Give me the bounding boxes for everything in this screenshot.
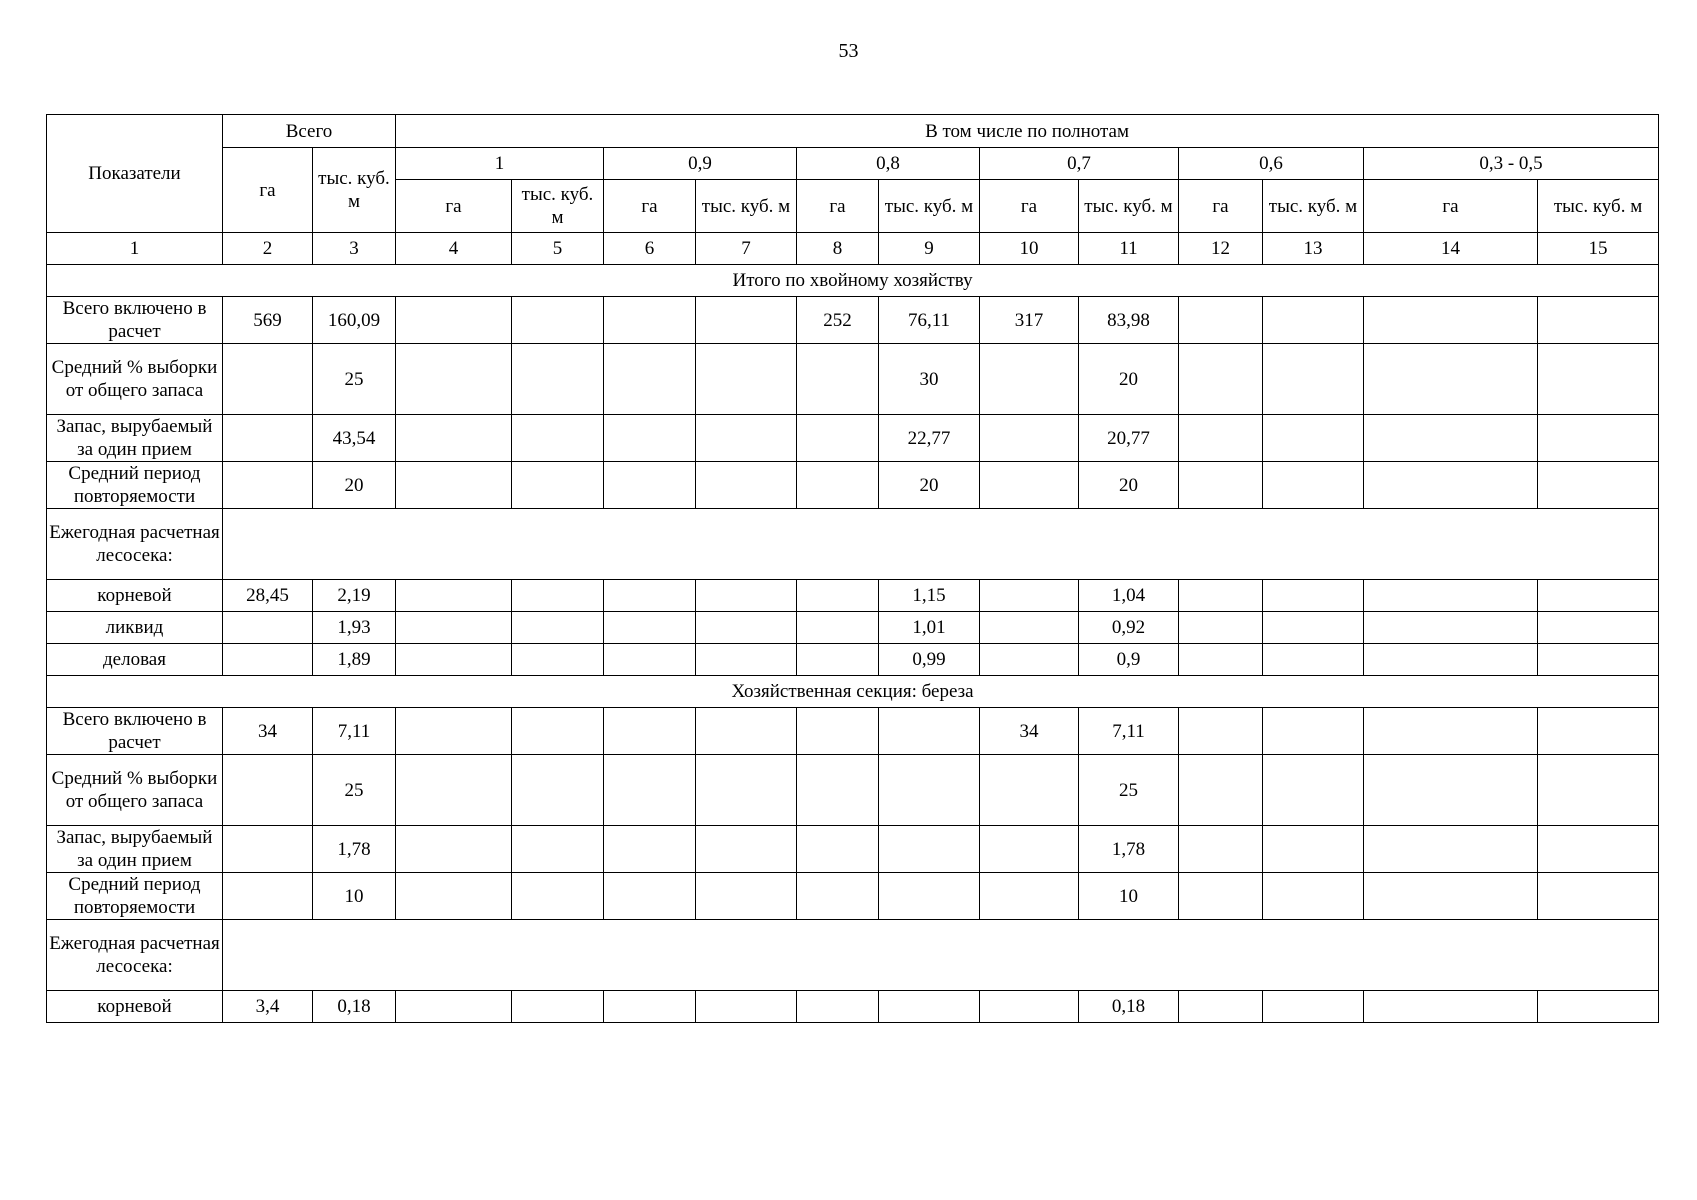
table-cell: 7,11 [1079,708,1179,755]
table-cell [797,755,879,826]
header-unit-cell: тыс. куб. м [1538,180,1659,233]
header-unit-cell: тыс. куб. м [696,180,797,233]
table-cell: 25 [313,344,396,415]
table-cell [696,991,797,1023]
section-title-row [47,676,1659,708]
table-cell: 0,92 [1079,612,1179,644]
table-cell [223,826,313,873]
table-cell [604,344,696,415]
header-unit-cell: тыс. куб. м [879,180,980,233]
table-cell [1179,991,1263,1023]
table-cell: 0,18 [313,991,396,1023]
table-cell [604,580,696,612]
header-unit-cell: тыс. куб. м [1079,180,1179,233]
table-cell [396,580,512,612]
table-cell: 252 [797,297,879,344]
annual-cut-heading-row [47,509,1659,580]
table-cell: 20 [1079,462,1179,509]
row-label: корневой [47,580,223,612]
table-cell [223,612,313,644]
table-cell [512,462,604,509]
table-cell [1263,580,1364,612]
table-cell [1538,297,1659,344]
column-number-cell: 11 [1079,233,1179,265]
table-cell: 30 [879,344,980,415]
table-cell [604,826,696,873]
row-label: Средний период повторяемости [47,873,223,920]
column-number-cell: 9 [879,233,980,265]
table-cell: 20 [879,462,980,509]
table-cell [696,297,797,344]
table-cell [1179,415,1263,462]
table-cell [1179,612,1263,644]
table-cell [512,708,604,755]
table-row [47,612,1659,644]
table-cell [512,612,604,644]
table-cell [512,415,604,462]
table-cell [604,612,696,644]
table-cell [1179,873,1263,920]
table-cell [1364,826,1538,873]
table-cell [980,755,1079,826]
table-cell [512,991,604,1023]
table-cell [604,708,696,755]
header-unit-cell: тыс. куб. м [1263,180,1364,233]
column-number-cell: 2 [223,233,313,265]
table-cell [797,644,879,676]
section-title: Хозяйственная секция: береза [47,676,1659,708]
table-cell [604,991,696,1023]
header-unit-cell: тыс. куб. м [512,180,604,233]
table-row [47,826,1659,873]
table-cell [696,873,797,920]
annual-cut-empty-span [223,920,1659,991]
table-cell: 25 [313,755,396,826]
header-density-1: 1 [396,148,604,180]
table-cell [604,462,696,509]
table-cell [1263,991,1364,1023]
table-row [47,344,1659,415]
table-cell [1538,755,1659,826]
table-cell: 34 [223,708,313,755]
table-cell [1538,344,1659,415]
header-density-0-7: 0,7 [980,148,1179,180]
table-cell [1179,826,1263,873]
table-cell: 22,77 [879,415,980,462]
table-cell [980,644,1079,676]
header-density-0-3-0-5: 0,3 - 0,5 [1364,148,1659,180]
table-cell [1538,826,1659,873]
table-row [47,755,1659,826]
table-cell: 0,9 [1079,644,1179,676]
table-cell [1179,644,1263,676]
table-cell [1538,873,1659,920]
section-title: Итого по хвойному хозяйству [47,265,1659,297]
header-total-unit-ha: га [223,148,313,233]
table-cell [1364,708,1538,755]
table-cell [604,644,696,676]
annual-cut-label: Ежегодная расчетная лесосека: [47,509,223,580]
table-cell [1263,344,1364,415]
table-cell [223,415,313,462]
row-label: Всего включено в расчет [47,708,223,755]
header-density-0-8: 0,8 [797,148,980,180]
section-title-row [47,265,1659,297]
table-cell [1263,873,1364,920]
table-cell [797,612,879,644]
table-cell [512,580,604,612]
table-cell [1179,580,1263,612]
table-cell [1179,462,1263,509]
table-cell: 2,19 [313,580,396,612]
header-row-column-numbers [47,233,1659,265]
table-cell [696,826,797,873]
table-cell: 43,54 [313,415,396,462]
table-cell [1263,297,1364,344]
header-unit-cell: га [604,180,696,233]
table-cell: 20 [313,462,396,509]
table-cell [604,415,696,462]
column-number-cell: 15 [1538,233,1659,265]
table-cell [1538,991,1659,1023]
header-total: Всего [223,115,396,148]
table-cell [396,644,512,676]
table-cell: 7,11 [313,708,396,755]
header-by-density: В том числе по полнотам [396,115,1659,148]
table-cell [1179,708,1263,755]
table-cell: 1,89 [313,644,396,676]
table-cell [1364,873,1538,920]
table-cell [604,755,696,826]
table-cell [1538,462,1659,509]
table-cell [1263,612,1364,644]
annual-cut-label: Ежегодная расчетная лесосека: [47,920,223,991]
row-label: Средний период повторяемости [47,462,223,509]
table-row [47,580,1659,612]
table-cell [1364,991,1538,1023]
table-cell: 0,99 [879,644,980,676]
table-cell [879,991,980,1023]
table-row [47,991,1659,1023]
table-cell [223,755,313,826]
table-row [47,462,1659,509]
column-number-cell: 12 [1179,233,1263,265]
table-cell [1538,415,1659,462]
table-cell [797,873,879,920]
table-cell [696,644,797,676]
table-cell [879,873,980,920]
table-cell [396,415,512,462]
table-cell: 0,18 [1079,991,1179,1023]
table-cell [1263,755,1364,826]
table-cell [396,991,512,1023]
table-cell [797,580,879,612]
table-cell [879,708,980,755]
table-cell: 34 [980,708,1079,755]
table-cell [1364,612,1538,644]
table-cell [1364,462,1538,509]
table-cell [797,991,879,1023]
table-cell [396,344,512,415]
table-cell [604,873,696,920]
annual-cut-heading-row [47,920,1659,991]
table-cell [980,873,1079,920]
column-number-cell: 7 [696,233,797,265]
table-cell [223,344,313,415]
forest-calculation-table [46,114,1659,1023]
table-cell: 83,98 [1079,297,1179,344]
table-cell: 20 [1079,344,1179,415]
table-cell [1364,415,1538,462]
table-cell [1538,708,1659,755]
table-cell: 10 [313,873,396,920]
header-unit-cell: га [396,180,512,233]
table-cell [223,873,313,920]
header-unit-cell: га [1179,180,1263,233]
table-cell [1538,612,1659,644]
column-number-cell: 3 [313,233,396,265]
table-cell [512,297,604,344]
table-cell [1263,826,1364,873]
table-cell [879,826,980,873]
table-cell: 1,78 [1079,826,1179,873]
table-row [47,708,1659,755]
table-cell [797,826,879,873]
table-cell: 1,04 [1079,580,1179,612]
row-label: ликвид [47,612,223,644]
row-label: Средний % выборки от общего запаса [47,344,223,415]
column-number-cell: 13 [1263,233,1364,265]
table-cell [1263,462,1364,509]
page-number: 53 [838,40,859,62]
table-cell [512,755,604,826]
header-indicators: Показатели [47,115,223,233]
table-cell [696,344,797,415]
column-number-cell: 10 [980,233,1079,265]
column-number-cell: 6 [604,233,696,265]
table-row [47,297,1659,344]
table-cell [1179,297,1263,344]
table-cell: 1,78 [313,826,396,873]
header-row-2 [47,148,1659,180]
table-cell [604,297,696,344]
row-label: Всего включено в расчет [47,297,223,344]
table-cell [1364,344,1538,415]
table-cell: 317 [980,297,1079,344]
row-label: Средний % выборки от общего запаса [47,755,223,826]
table-cell [1263,708,1364,755]
table-cell [696,755,797,826]
table-cell [1364,755,1538,826]
table-cell [223,644,313,676]
table-cell [980,344,1079,415]
table-cell [797,344,879,415]
table-cell: 1,01 [879,612,980,644]
column-number-cell: 5 [512,233,604,265]
table-cell [797,415,879,462]
header-unit-cell: га [980,180,1079,233]
table-cell: 76,11 [879,297,980,344]
column-number-cell: 14 [1364,233,1538,265]
annual-cut-empty-span [223,509,1659,580]
table-cell [396,755,512,826]
table-row [47,644,1659,676]
header-unit-cell: га [1364,180,1538,233]
table-cell [396,873,512,920]
table-cell [980,826,1079,873]
column-number-cell: 1 [47,233,223,265]
table-cell [1263,644,1364,676]
table-cell [696,415,797,462]
table-cell [696,708,797,755]
table-cell: 569 [223,297,313,344]
table-cell: 160,09 [313,297,396,344]
table-cell: 1,93 [313,612,396,644]
table-cell [396,708,512,755]
table-cell [396,612,512,644]
header-total-unit-volume: тыс. куб. м [313,148,396,233]
table-cell [396,462,512,509]
table-cell [980,462,1079,509]
table-cell [1179,344,1263,415]
table-cell [1364,297,1538,344]
table-cell [396,297,512,344]
table-cell [696,462,797,509]
table-cell [980,415,1079,462]
table-cell: 10 [1079,873,1179,920]
table-cell [1364,580,1538,612]
header-row-1 [47,115,1659,148]
table-row [47,873,1659,920]
table-cell [1364,644,1538,676]
table-cell [1263,415,1364,462]
table-cell: 1,15 [879,580,980,612]
row-label: корневой [47,991,223,1023]
table-cell: 25 [1079,755,1179,826]
table-cell [980,991,1079,1023]
table-cell [980,612,1079,644]
table-cell [223,462,313,509]
table-cell [879,755,980,826]
table-cell [980,580,1079,612]
row-label: Запас, вырубаемый за один прием [47,415,223,462]
table-cell [1538,644,1659,676]
row-label: деловая [47,644,223,676]
table-cell [1538,580,1659,612]
column-number-cell: 8 [797,233,879,265]
row-label: Запас, вырубаемый за один прием [47,826,223,873]
table-cell [696,612,797,644]
header-density-0-6: 0,6 [1179,148,1364,180]
table-cell [512,826,604,873]
table-row [47,415,1659,462]
column-number-cell: 4 [396,233,512,265]
table-cell: 20,77 [1079,415,1179,462]
table-cell [696,580,797,612]
header-unit-cell: га [797,180,879,233]
table-cell [512,873,604,920]
table-cell: 3,4 [223,991,313,1023]
header-density-0-9: 0,9 [604,148,797,180]
table-cell [512,344,604,415]
table-cell [797,708,879,755]
table-cell [396,826,512,873]
table-cell [512,644,604,676]
table-cell: 28,45 [223,580,313,612]
table-cell [797,462,879,509]
table-cell [1179,755,1263,826]
